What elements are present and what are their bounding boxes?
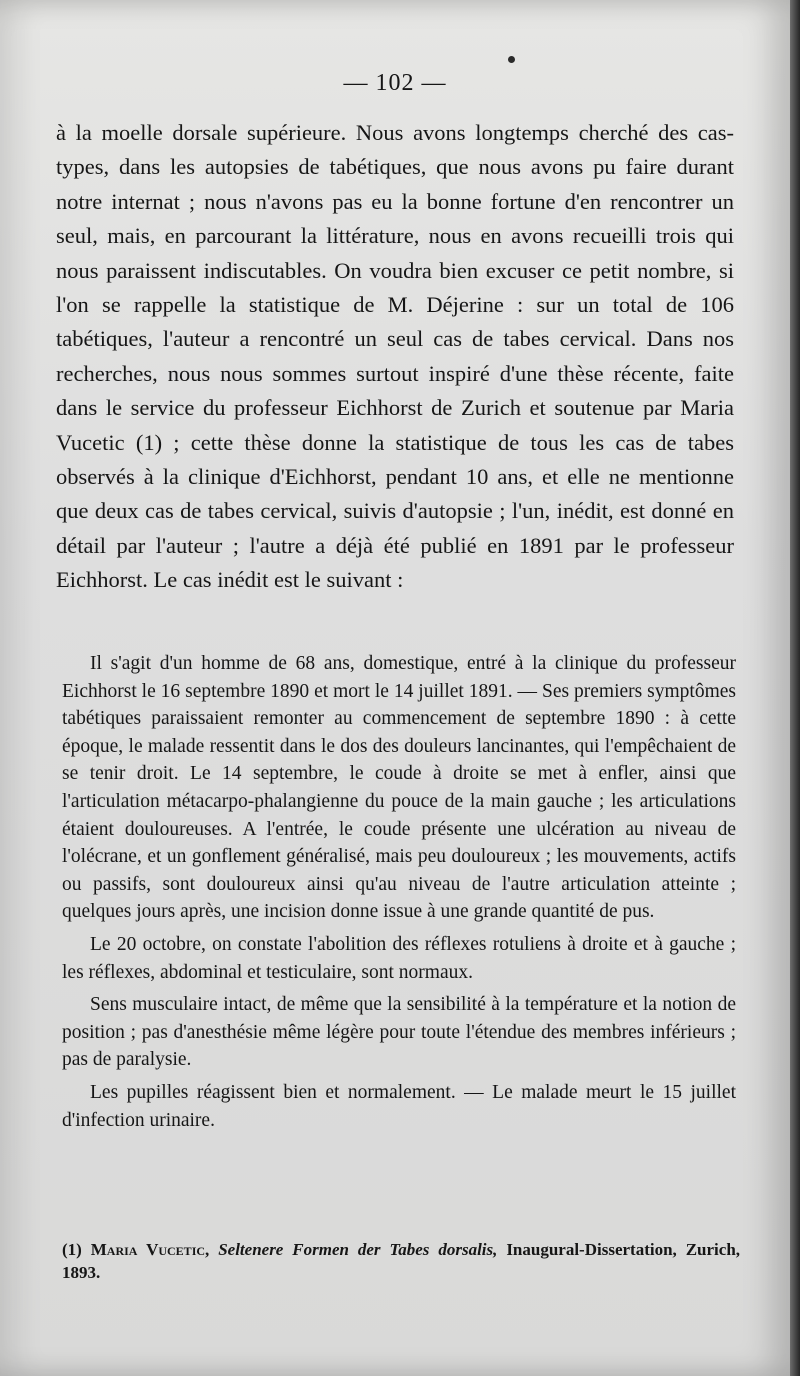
observation-paragraph-4: Les pupilles réagissent bien et normalement. — Le malade meurt le 15 juillet d'infection urinaire. [62, 1081, 736, 1131]
footnote-rest: Inaugural-Dissertation, Zurich, 1893. [62, 1240, 741, 1282]
footnote [62, 1238, 740, 1284]
main-paragraph: à la moelle dorsale supérieure. Nous avons longtemps cherché des cas-types, dans les autopsies de tabétiques, que nous avons pu faire durant notre internat ; nous n'avons pas eu la bonne fortune d'en rencontrer un seul, mais, en parcourant la littérature, nous en avons recueilli trois qui nous paraissent indiscutables. On voudra bien excuser ce petit nombre, si l'on se rappelle la statistique de M. Déjerine : sur un total de 106 tabétiques, l'auteur a rencontré un seul cas de tabes cervical. Dans nos recherches, nous nous sommes surtout inspiré d'une thèse récente, faite dans le service du professeur Eichhorst de Zurich et soutenue par Maria Vucetic (1) ; cette thèse donne la statistique de tous les cas de tabes observés à la clinique d'Eichhorst, pendant 10 ans, et elle ne mentionne que deux cas de tabes cervical, suivis d'autopsie ; l'un, inédit, est donné en détail par l'auteur ; l'autre a déjà été publié en 1891 par le professeur Eichhorst. Le cas inédit est le suivant : [56, 120, 734, 593]
footnote-title: Seltenere Formen der Tabes dorsalis, [218, 1240, 498, 1259]
ink-spot [508, 56, 515, 63]
observation-paragraph-1: Il s'agit d'un homme de 68 ans, domestique, entré à la clinique du professeur Eichhorst le 16 septembre 1890 et mort le 14 juillet 1891. — Ses premiers symptômes tabétiques paraissaient remonter au commencement de septembre 1890 : à cette époque, le malade ressentit dans le dos des douleurs lancinantes, qui l'empêchaient de se tenir droit. Le 14 septembre, le coude à droite se met à enfler, ainsi que l'articulation métacarpo-phalangienne du pouce de la main gauche ; les articulations étaient douloureuses. A l'entrée, le coude présente une ulcération au niveau de l'olécrane, et un gonflement généralisé, mais peu douloureux ; les mouvements, actifs ou passifs, sont douloureux ainsi qu'au niveau de l'autre articulation atteinte ; quelques jours après, une incision donne issue à une grande quantité de pus. [62, 653, 736, 923]
footnote-marker: (1) [62, 1240, 82, 1259]
page-edge-shadow [790, 0, 800, 1376]
observation-paragraph-2: Le 20 octobre, on constate l'abolition des réflexes rotuliens à droite et à gauche ; les réflexes, abdominal et testiculaire, sont normaux. [62, 933, 736, 983]
footnote-author: Maria Vucetic, [90, 1240, 210, 1259]
case-observation [62, 650, 736, 1134]
observation-paragraph-3: Sens musculaire intact, de même que la sensibilité à la température et la notion de position ; pas d'anesthésie même légère pour toute l'étendue des membres inférieurs ; pas de paralysie. [62, 994, 736, 1071]
page-number: — 102 — [343, 70, 447, 96]
main-text [56, 116, 734, 598]
